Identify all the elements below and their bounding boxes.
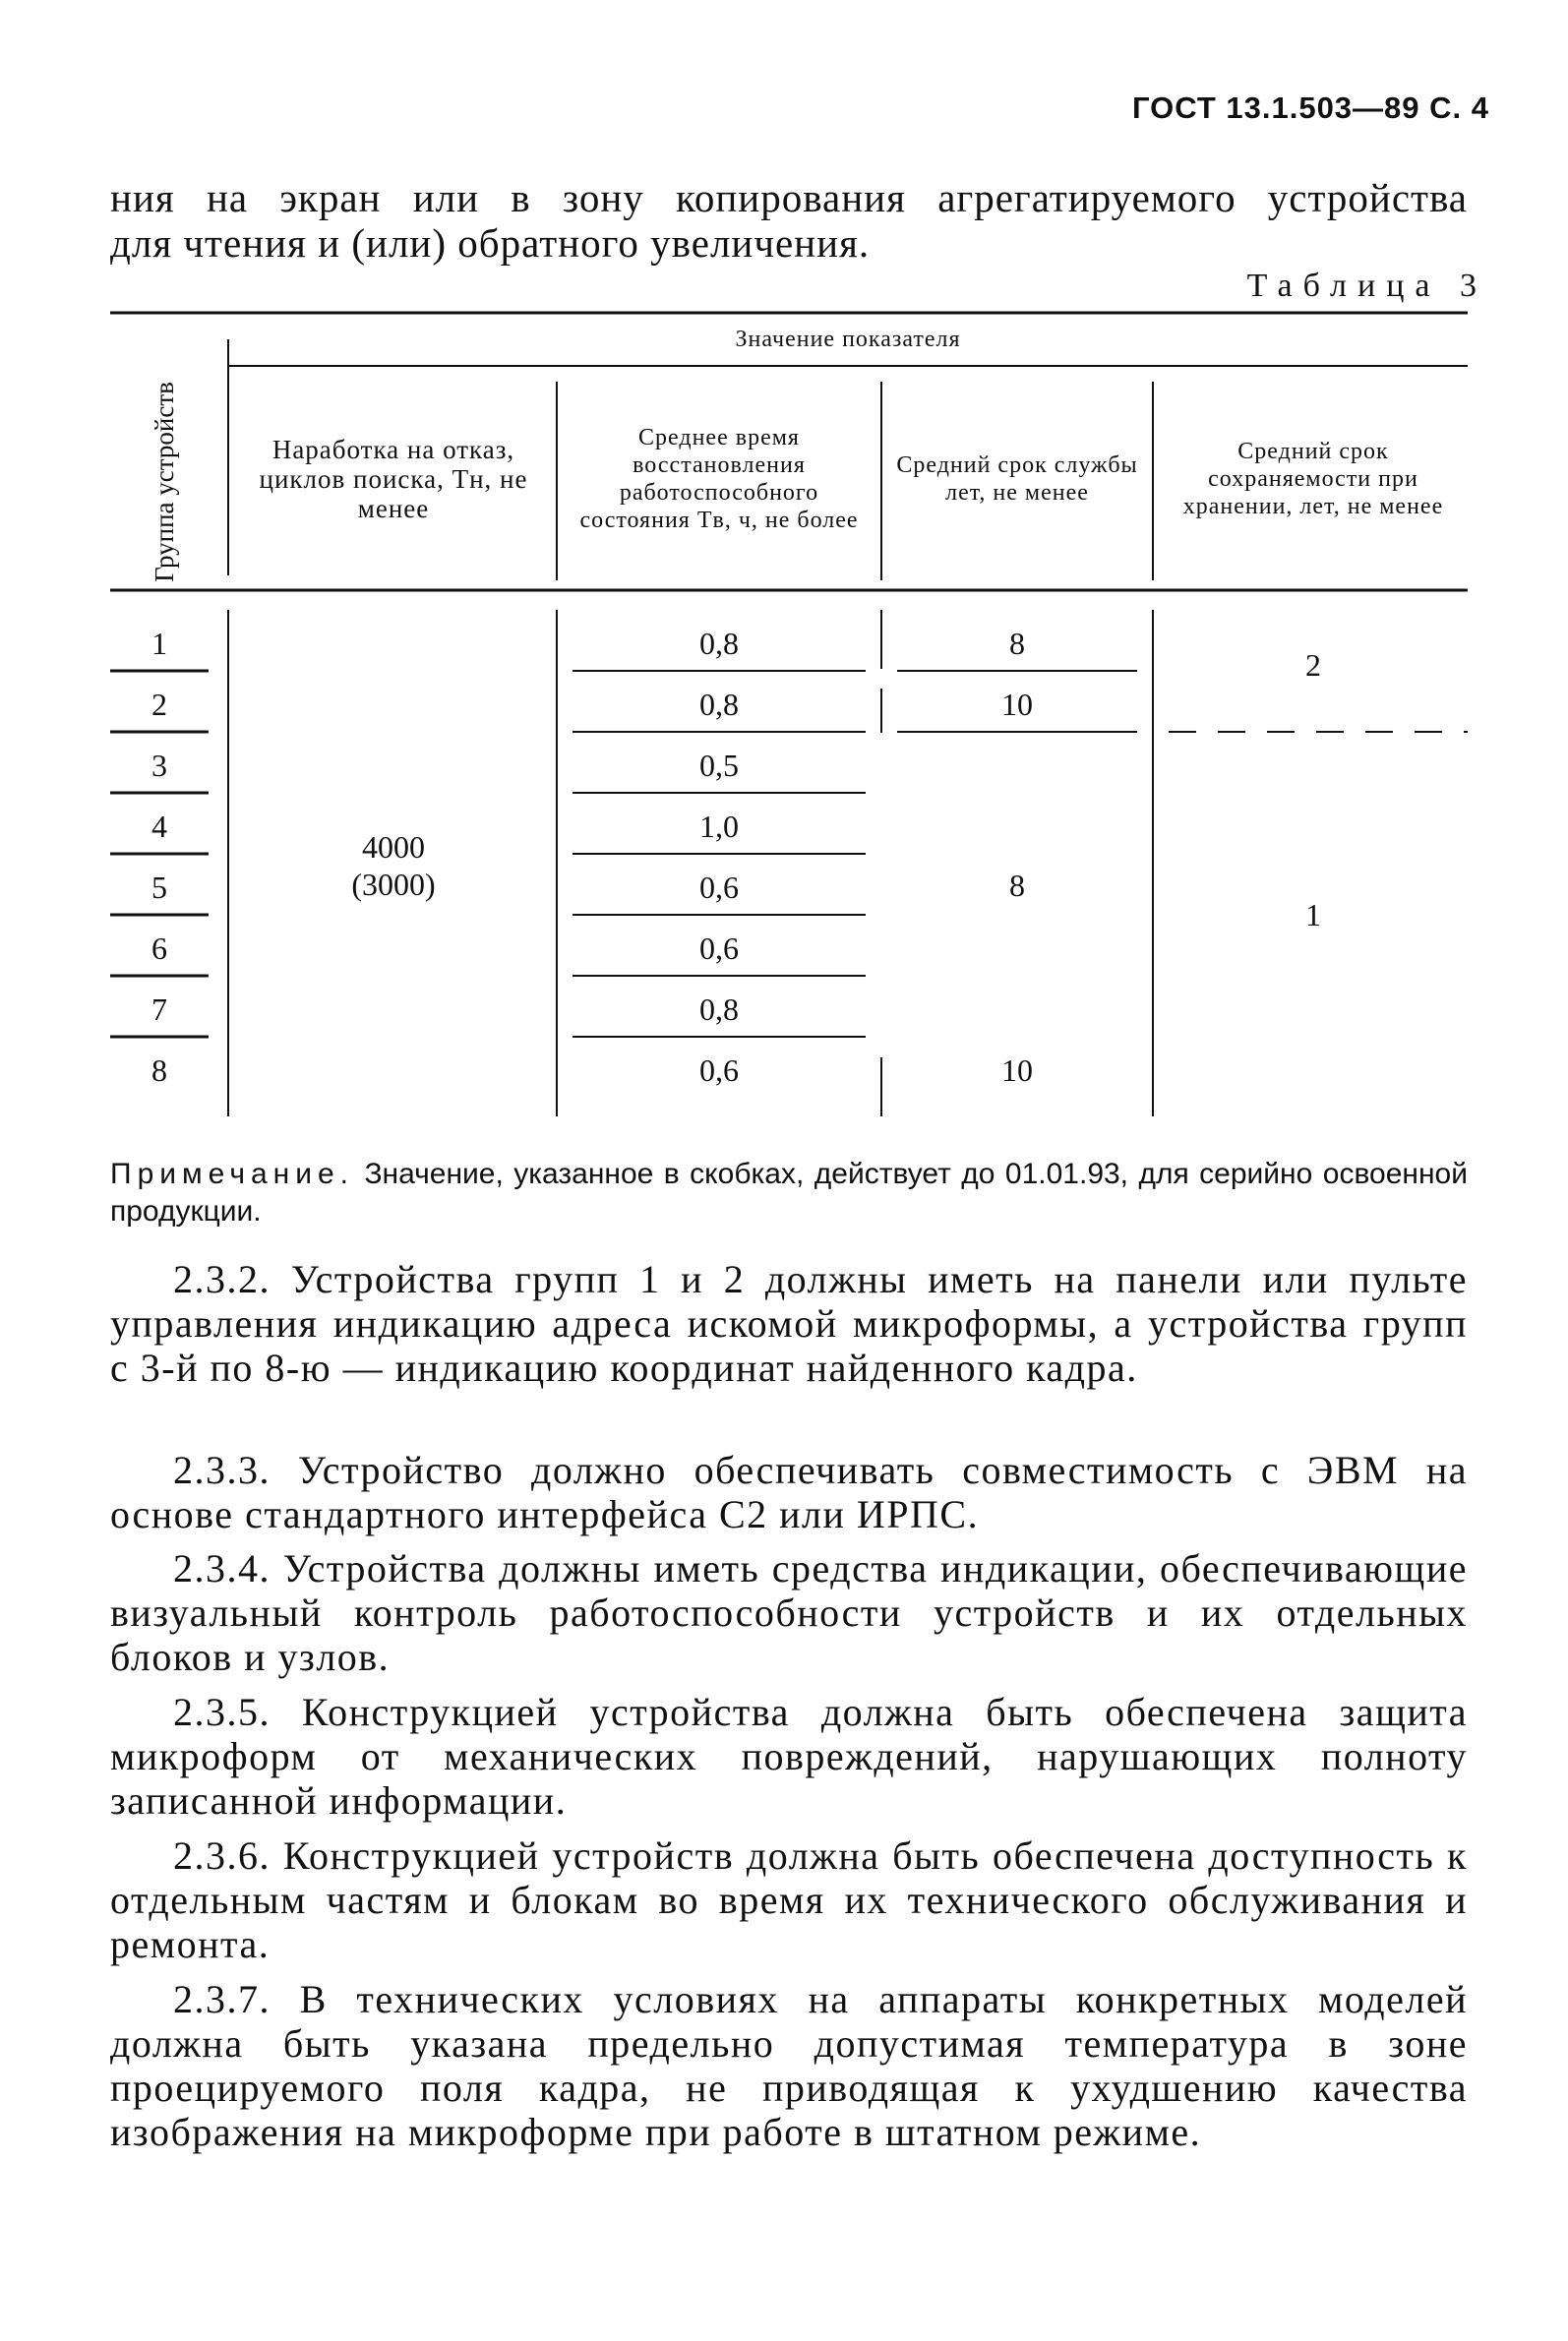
note-label: Примечание.	[110, 1158, 354, 1190]
recovery-cell: 1,0	[699, 808, 739, 844]
group-cell: 6	[151, 930, 167, 966]
service-life-cell: 10	[1001, 686, 1033, 722]
page-header: ГОСТ 13.1.503—89 С. 4	[1131, 90, 1489, 125]
recovery-cell: 0,8	[699, 686, 739, 722]
recovery-cell: 0,8	[699, 625, 739, 661]
group-cell: 1	[151, 625, 167, 661]
group-header-text: Группа устройств	[150, 382, 179, 582]
recovery-cell: 0,8	[699, 990, 739, 1027]
group-cell: 7	[151, 990, 167, 1027]
col1-header: Наработка на отказ, циклов поиска, Tн, не менее	[259, 435, 528, 523]
service-life-cell: 8	[1009, 867, 1025, 903]
recovery-cell: 0,6	[699, 869, 739, 905]
paragraph-2-3-2: 2.3.2. Устройства групп 1 и 2 должны иметь на панели или пульте управления индикацию адреса искомой микроформы, а устройства групп с 3-й по 8-ю — индикацию координат найденного кадра.	[110, 1257, 1468, 1390]
storage-cell: 2	[1305, 646, 1321, 683]
group-cell: 2	[151, 686, 167, 722]
paragraph-2-3-7: 2.3.7. В технических условиях на аппараты конкретных моделей должна быть указана предельно допустимая температура в зоне проецируемого поля кадра, не приводящая к ухудшению качества изображения на микроформе при работе в штатном режиме.	[110, 1977, 1468, 2154]
recovery-cell: 0,5	[699, 747, 739, 783]
value-header: Значение показателя	[735, 327, 961, 352]
service-life-cell: 8	[1009, 625, 1025, 661]
intro-line-2: для чтения и (или) обратного увеличения.	[110, 220, 871, 266]
table-note	[110, 1156, 1468, 1231]
paragraph-2-3-4: 2.3.4. Устройства должны иметь средства индикации, обеспечивающие визуальный контроль работоспособности устройств и их отдельных блоков и узлов.	[110, 1546, 1468, 1679]
paragraph-2-3-6: 2.3.6. Конструкцией устройств должна быть обеспечена доступность к отдельным частям и блокам во время их технического обслуживания и ремонта.	[110, 1833, 1468, 1966]
paragraph-2-3-5: 2.3.5. Конструкцией устройства должна быть обеспечена защита микроформ от механических повреждений, нарушающих полноту записанной информации.	[110, 1690, 1468, 1823]
service-life-cell: 10	[1001, 1051, 1033, 1088]
storage-cell: 1	[1305, 896, 1321, 932]
col2-header: Среднее время восстановления работоспособного состояния Tв, ч, не более	[579, 425, 859, 533]
table-title: Таблица 3	[1246, 268, 1487, 304]
mtbf-cell: 4000 (3000)	[351, 829, 436, 902]
col4-header: Средний срок сохраняемости при хранении, лет, не менее	[1182, 439, 1444, 519]
recovery-cell: 0,6	[699, 930, 739, 966]
paragraph-2-3-3: 2.3.3. Устройство должно обеспечивать совместимость с ЭВМ на основе стандартного интерфейса С2 или ИРПС.	[110, 1448, 1468, 1536]
group-cell: 3	[151, 747, 167, 783]
col3-header: Средний срок службы лет, не менее	[896, 452, 1138, 506]
note-text: Значение, указанное в скобках, действует до 01.01.93, для серийно освоенной продукции.	[110, 1158, 1468, 1228]
group-column-header	[110, 384, 218, 580]
group-cell: 8	[151, 1051, 167, 1088]
intro-line-1: ния на экран или в зону копирования агрегатируемого устройства	[110, 175, 1468, 220]
recovery-cell: 0,6	[699, 1051, 739, 1088]
group-cell: 4	[151, 808, 167, 844]
group-cell: 5	[151, 869, 167, 905]
